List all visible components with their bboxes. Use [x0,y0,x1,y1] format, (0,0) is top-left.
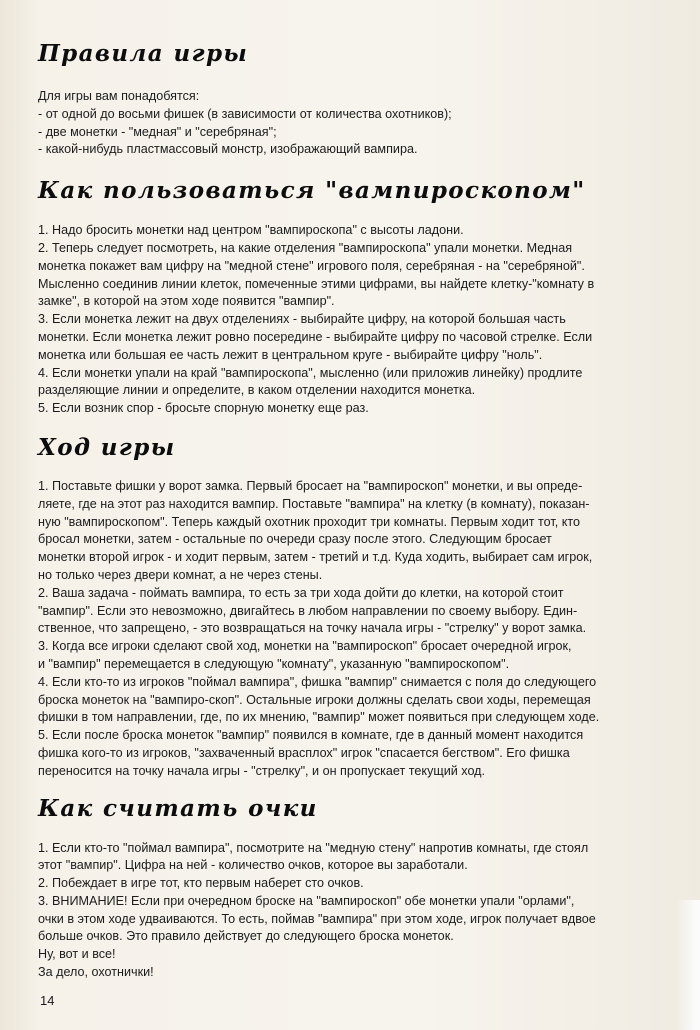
paper-edge [676,900,700,1030]
rules-body [38,88,668,159]
paragraph-line: 3. Когда все игроки сделают свой ход, монетки на "вампироскоп" бросает очередной игрок, [38,639,572,654]
scoring-body [38,840,668,982]
paragraph-line: "вампир". Если это невозможно, двигайтесь в любом направлении по своему выбору. Един- [38,603,578,618]
paragraph-line: 1. Надо бросить монетки над центром "вампироскопа" с высоты ладони. [38,223,464,238]
paragraph-line: 4. Если кто-то из игроков "поймал вампира", фишка "вампир" снимается с поля до следующего [38,674,597,689]
paragraph-line: 5. Если возник спор - бросьте спорную монетку еще раз. [38,401,369,416]
paragraph-line: Для игры вам понадобятся: [38,89,200,103]
paragraph-line: монетка покажет вам цифру на "медной стене" игрового поля, серебряная - на "серебряной". [38,258,585,273]
paragraph-line: 2. Теперь следует посмотреть, на какие отделения "вампироскопа" упали монетки. Медная [38,240,573,255]
paragraph-line: разделяющие линии и определите, в каком отделении находится монетка. [38,383,476,398]
paragraph-line: 2. Побеждает в игре тот, кто первым наберет сто очков. [38,876,364,891]
paragraph-line: монетки. Если монетка лежит ровно посередине - выбирайте цифру по часовой стрелке. Если [38,329,593,344]
paragraph-line: 4. Если монетки упали на край "вампироскопа", мысленно (или приложив линейку) продлите [38,365,583,380]
rules-heading: Правила игры [38,40,249,67]
paragraph-line: ляете, где на этот раз находится вампир. Поставьте "вампира" на клетку (в комнату), показан- [38,496,590,511]
paragraph-line: очки в этом ходе удваиваются. То есть, поймав "вампира" при этом ходе, игрок получает вдвое [38,911,596,926]
paragraph-line: - две монетки - "медная" и "серебряная"; [38,124,277,139]
paragraph-line: замке", в которой на этом ходе появится "вампир". [38,294,335,309]
paragraph-line: 1. Поставьте фишки у ворот замка. Первый бросает на "вампироскоп" монетки, и вы опреде- [38,478,583,493]
howto-body [38,222,668,418]
paragraph-line: фишка кого-то из игроков, "захваченный врасплох" игрок "спасается бегством". Его фишка [38,745,570,760]
paragraph-line: ственное, что запрещено, - это возвращаться на точку начала игры - "стрелку" у ворот замка. [38,621,587,636]
section-gameplay [38,434,668,781]
paragraph-line: 1. Если кто-то "поймал вампира", посмотрите на "медную стену" напротив комнаты, где стоял [38,840,589,855]
paragraph-line: 3. ВНИМАНИЕ! Если при очередном броске на "вампироскоп" обе монетки упали "орлами", [38,893,575,908]
paragraph-line: переносится на точку начала игры - "стрелку", и он пропускает текущий ход. [38,763,486,778]
section-rules [38,40,668,159]
paragraph-line: монетки второй игрок - и ходит первым, затем - третий и т.д. Куда ходить, выбирает сам игрок, [38,550,593,565]
paragraph-line: монетка или большая ее часть лежит в центральном круге - выбирайте цифру "ноль". [38,347,543,362]
paragraph-line: бросал монетки, затем - остальные по очереди сразу после этого. Следующим бросает [38,532,552,547]
page-content [38,36,668,982]
section-howto [38,177,668,418]
paragraph-line: 3. Если монетка лежит на двух отделениях - выбирайте цифру, на которой большая часть [38,312,566,327]
paragraph-line: броска монеток на "вампиро-скоп". Остальные игроки должны сделать свои ходы, перемещая [38,692,591,707]
paragraph-line: 5. Если после броска монеток "вампир" появился в комнате, где в данный момент находится [38,728,584,743]
page-number: 14 [40,993,55,1008]
gameplay-heading: Ход игры [38,433,176,461]
paragraph-line: этот "вампир". Цифра на ней - количество очков, которое вы заработали. [38,858,468,873]
scoring-heading: Как считать очки [38,794,318,822]
paragraph-line: фишки в том направлении, где, по их мнению, "вампир" может появиться при следующем ходе. [38,710,600,725]
paragraph-line: - от одной до восьми фишек (в зависимости от количества охотников); [38,106,452,121]
paragraph-line: но только через двери комнат, а не через стены. [38,567,323,582]
paragraph-line: - какой-нибудь пластмассовый монстр, изображающий вампира. [38,142,418,157]
gameplay-body [38,478,668,781]
paragraph-line: 2. Ваша задача - поймать вампира, то есть за три хода дойти до клетки, на которой стоит [38,585,564,600]
section-scoring [38,795,668,982]
paragraph-line: больше очков. Это правило действует до следующего броска монеток. [38,929,454,944]
paragraph-line: Ну, вот и все! [38,947,116,962]
paragraph-line: За дело, охотнички! [38,965,154,980]
howto-heading: Как пользоваться "вампироскопом" [38,177,586,205]
paragraph-line: Мысленно соединив линии клеток, помеченные этими цифрами, вы найдете клетку-"комнату в [38,276,595,291]
paragraph-line: ную "вампироскопом". Теперь каждый охотник проходит три комнаты. Первым ходит тот, кто [38,514,581,529]
paragraph-line: и "вампир" перемещается в следующую "комнату", указанную "вампироскопом". [38,656,510,671]
